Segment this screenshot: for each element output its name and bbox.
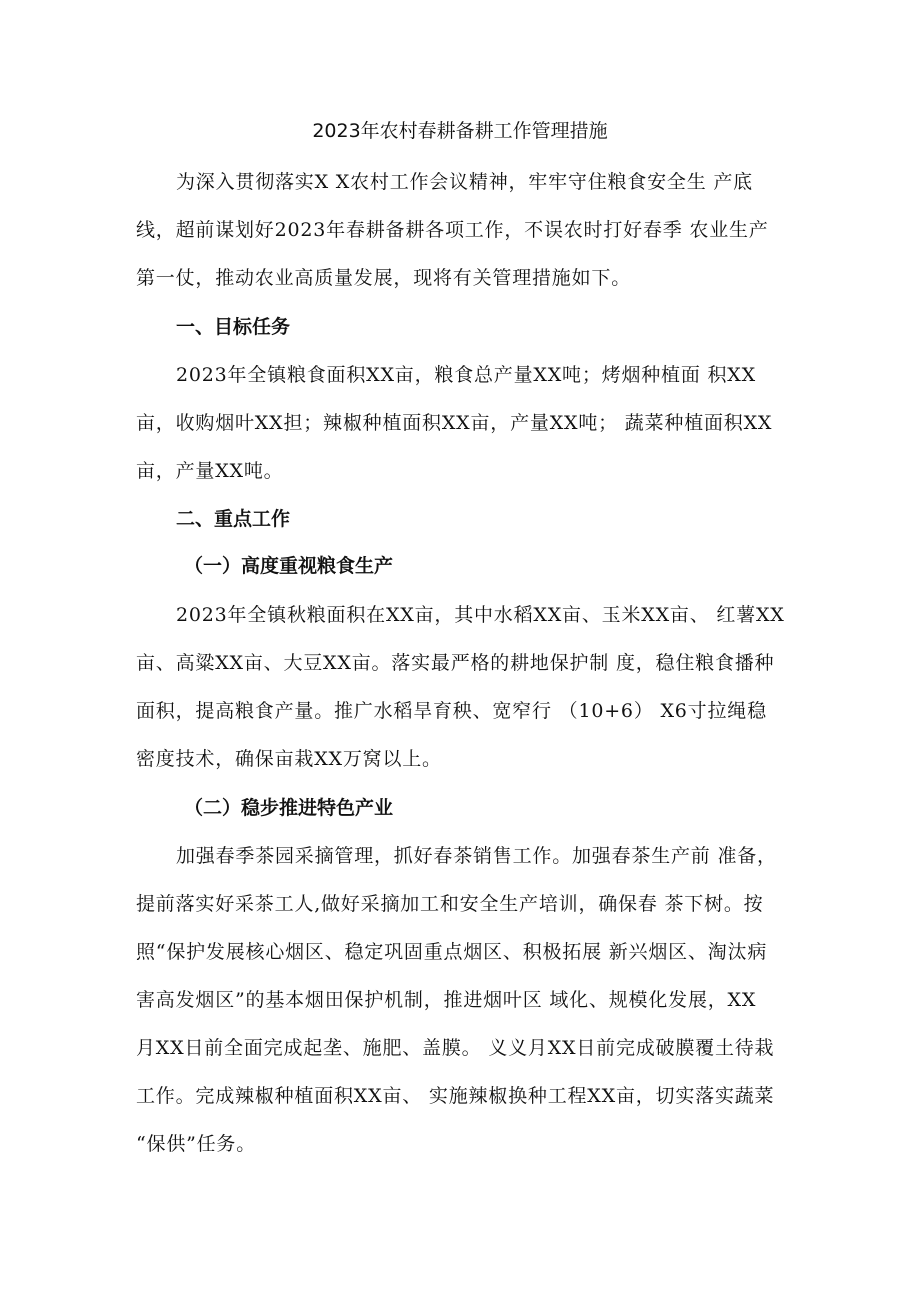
intro-paragraph: [136, 158, 796, 302]
targets-paragraph: [136, 351, 796, 495]
document-title: 2023年农村春耕备耕工作管理措施: [312, 120, 608, 142]
paragraph-line: 线，超前谋划好2023年春耕备耕各项工作，不误农时打好春季 农业生产: [136, 219, 769, 241]
grain-paragraph: [136, 591, 796, 783]
paragraph-line: 为深入贯彻落实X X农村工作会议精神，牢牢守住粮食安全生 产底: [176, 171, 753, 193]
paragraph-line: 密度技术，确保亩栽XX万窝以上。: [136, 748, 442, 770]
paragraph-line: 照“保护发展核心烟区、稳定巩固重点烟区、积极拓展 新兴烟区、淘汰病: [136, 941, 768, 963]
paragraph-line: 月XX日前全面完成起垄、施肥、盖膜。 义义月XX日前完成破膜覆土待栽: [136, 1037, 775, 1059]
paragraph-line: “保供”任务。: [136, 1133, 257, 1155]
industry-paragraph: [136, 832, 796, 1168]
subsection-heading-grain: （一）高度重视粮食生产: [184, 555, 394, 577]
paragraph-line: 亩，收购烟叶XX担；辣椒种植面积XX亩，产量XX吨； 蔬菜种植面积XX: [136, 412, 773, 434]
paragraph-line: 提前落实好采茶工人,做好采摘加工和安全生产培训，确保春 茶下树。按: [136, 893, 764, 915]
paragraph-line: 2023年全镇粮食面积XX亩，粮食总产量XX吨；烤烟种植面 积XX: [176, 364, 756, 386]
paragraph-line: 工作。完成辣椒种植面积XX亩、 实施辣椒换种工程XX亩，切实落实蔬菜: [136, 1085, 775, 1107]
paragraph-line: 亩、高粱XX亩、大豆XX亩。落实最严格的耕地保护制 度，稳住粮食播种: [136, 652, 775, 674]
paragraph-line: 害高发烟区”的基本烟田保护机制，推进烟叶区 域化、规模化发展，XX: [136, 989, 757, 1011]
subsection-heading-industry: （二）稳步推进特色产业: [184, 797, 394, 819]
paragraph-line: 加强春季茶园采摘管理，抓好春茶销售工作。加强春茶生产前 准备，: [176, 845, 777, 867]
paragraph-line: 第一仗，推动农业高质量发展，现将有关管理措施如下。: [136, 267, 632, 289]
paragraph-line: 面积，提高粮食产量。推广水稻旱育秧、宽窄行 （10+6） X6寸拉绳稳: [136, 700, 767, 722]
paragraph-line: 2023年全镇秋粮面积在XX亩，其中水稻XX亩、玉米XX亩、 红薯XX: [176, 604, 785, 626]
section-heading-targets: 一、目标任务: [176, 316, 291, 338]
paragraph-line: 亩，产量XX吨。: [136, 460, 284, 482]
section-heading-key-work: 二、重点工作: [176, 508, 291, 530]
